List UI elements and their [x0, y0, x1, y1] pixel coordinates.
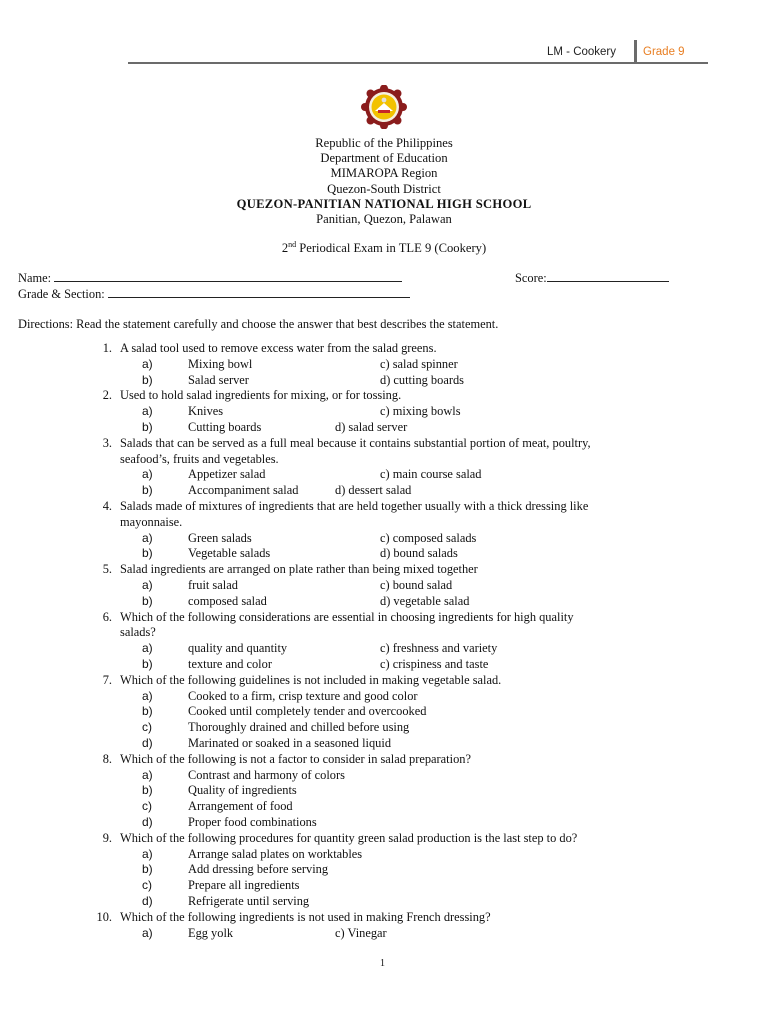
option-letter: a) [142, 641, 153, 656]
question-number: 4. [102, 499, 112, 513]
question-number: 2. [102, 388, 112, 403]
option-text-alt: d) salad server [335, 420, 408, 434]
question-text: Salads made of mixtures of ingredients that are held together usually with a thick dressing like [120, 499, 589, 513]
option-letter: a) [142, 356, 153, 371]
question-text: Which of the following considerations are essential in choosing ingredients for high quality [120, 609, 574, 624]
grade-section-blank[interactable] [108, 287, 410, 298]
option-letter: b) [142, 546, 153, 561]
option-text: Contrast and harmony of colors [188, 767, 345, 782]
exam-title [0, 241, 768, 256]
question-number: 1. [102, 341, 112, 355]
name-field[interactable] [18, 271, 402, 286]
option-text-alt: c) main course salad [380, 467, 482, 482]
header-divider [634, 40, 637, 63]
question-text: Which of the following guidelines is not included in making vegetable salad. [120, 672, 502, 687]
option-letter: a) [142, 530, 153, 545]
score-blank[interactable] [547, 271, 669, 282]
question-number: 10. [96, 909, 112, 924]
option-text: Arrangement of food [188, 799, 293, 814]
header-grade: Grade 9 [643, 46, 685, 58]
option-text: Cutting boards [188, 420, 262, 434]
option-letter: a) [142, 404, 153, 419]
option-text: texture and color [188, 657, 272, 671]
option-text-alt: c) salad spinner [380, 356, 458, 371]
option-text: Marinated or soaked in a seasoned liquid [188, 736, 392, 750]
option-text: fruit salad [188, 578, 238, 592]
option-text: Green salads [188, 530, 252, 545]
option-text: Cooked until completely tender and overcooked [188, 704, 427, 719]
option-letter: d) [142, 815, 153, 829]
option-text: Knives [188, 404, 224, 419]
option-letter: b) [142, 483, 153, 498]
grade-section-field[interactable] [18, 287, 410, 302]
question-text: salads? [120, 625, 156, 640]
option-text-alt: d) cutting boards [380, 372, 464, 387]
option-text: Accompaniment salad [188, 483, 299, 498]
option-text: Quality of ingredients [188, 783, 297, 798]
question-text: Salad ingredients are arranged on plate rather than being mixed together [120, 562, 478, 577]
option-letter: d) [142, 736, 153, 750]
option-text: Cooked to a firm, crisp texture and good color [188, 688, 418, 703]
option-letter: a) [142, 467, 153, 482]
option-text: Add dressing before serving [188, 862, 329, 877]
option-letter: d) [142, 894, 153, 908]
question-text: Which of the following ingredients is not used in making French dressing? [120, 909, 491, 924]
option-text: Appetizer salad [188, 467, 266, 482]
option-letter: b) [142, 593, 153, 608]
directions: Directions: Read the statement carefully and choose the answer that best describes the statement. [18, 317, 499, 331]
option-text-alt: d) vegetable salad [380, 593, 470, 608]
score-field[interactable] [515, 271, 669, 286]
option-text-alt: c) bound salad [380, 578, 453, 592]
name-label: Name: [18, 271, 52, 285]
option-letter: b) [142, 420, 153, 434]
option-text: Vegetable salads [188, 546, 271, 561]
option-text-alt: c) Vinegar [335, 925, 387, 940]
question-text: Salads that can be served as a full meal because it contains substantial portion of meat, poultry, [120, 435, 591, 450]
header-subject: LM - Cookery [547, 46, 617, 58]
score-label: Score: [515, 271, 547, 285]
question-text: seafood’s, fruits and vegetables. [120, 451, 279, 466]
option-text: quality and quantity [188, 641, 288, 656]
question-number: 5. [102, 562, 112, 577]
option-letter: b) [142, 372, 153, 387]
option-text: Thoroughly drained and chilled before using [188, 720, 410, 735]
deped-seal-icon [358, 85, 410, 129]
option-text-alt: d) dessert salad [335, 483, 412, 498]
letterhead-line: Quezon-South District [327, 181, 441, 196]
school-address: Panitian, Quezon, Palawan [316, 212, 452, 227]
option-text-alt: c) mixing bowls [380, 404, 461, 419]
option-letter: c) [142, 799, 152, 814]
school-name: QUEZON-PANITIAN NATIONAL HIGH SCHOOL [236, 196, 532, 211]
exam-title-text: Periodical Exam in TLE 9 (Cookery) [296, 241, 487, 255]
option-letter: a) [142, 578, 153, 592]
question-text: Which of the following procedures for quantity green salad production is the last step to do? [120, 830, 578, 845]
letterhead-line: Republic of the Philippines [315, 136, 453, 150]
exam-ordinal: 2 [281, 241, 289, 255]
option-letter: a) [142, 767, 153, 782]
grade-section-label: Grade & Section: [18, 287, 105, 301]
letterhead [0, 136, 768, 227]
option-text: Egg yolk [188, 925, 234, 940]
option-text-alt: c) composed salads [380, 530, 477, 545]
question-text: A salad tool used to remove excess water from the salad greens. [120, 341, 437, 355]
question-text: Which of the following is not a factor to consider in salad preparation? [120, 751, 471, 766]
option-letter: c) [142, 878, 152, 893]
letterhead-line: Department of Education [320, 151, 448, 166]
option-text: Mixing bowl [188, 356, 253, 371]
question-text: mayonnaise. [120, 514, 183, 529]
option-letter: b) [142, 783, 153, 798]
option-text: composed salad [188, 593, 267, 608]
option-letter: b) [142, 704, 153, 719]
option-text-alt: c) crispiness and taste [380, 657, 489, 671]
question-number: 3. [102, 435, 112, 450]
question-number: 8. [102, 751, 112, 766]
option-text: Proper food combinations [188, 815, 317, 829]
question-number: 9. [102, 830, 112, 845]
option-text-alt: c) freshness and variety [380, 641, 498, 656]
page-number: 1 [380, 958, 385, 969]
letterhead-line: MIMAROPA Region [330, 166, 438, 181]
name-blank[interactable] [54, 271, 402, 282]
exam-ordinal-suffix: nd [288, 239, 297, 249]
option-letter: a) [142, 688, 153, 703]
question-number: 6. [102, 609, 112, 624]
option-letter: b) [142, 862, 153, 877]
header-rule [128, 62, 708, 64]
option-text: Salad server [188, 372, 249, 387]
option-letter: c) [142, 720, 152, 735]
question-text: Used to hold salad ingredients for mixing, or for tossing. [120, 388, 402, 403]
option-text-alt: d) bound salads [380, 546, 458, 561]
option-letter: a) [142, 846, 153, 861]
option-letter: a) [142, 925, 153, 940]
question-number: 7. [102, 672, 112, 687]
option-text: Prepare all ingredients [188, 878, 300, 893]
option-text: Refrigerate until serving [188, 894, 310, 908]
option-text: Arrange salad plates on worktables [188, 846, 363, 861]
option-letter: b) [142, 657, 153, 671]
